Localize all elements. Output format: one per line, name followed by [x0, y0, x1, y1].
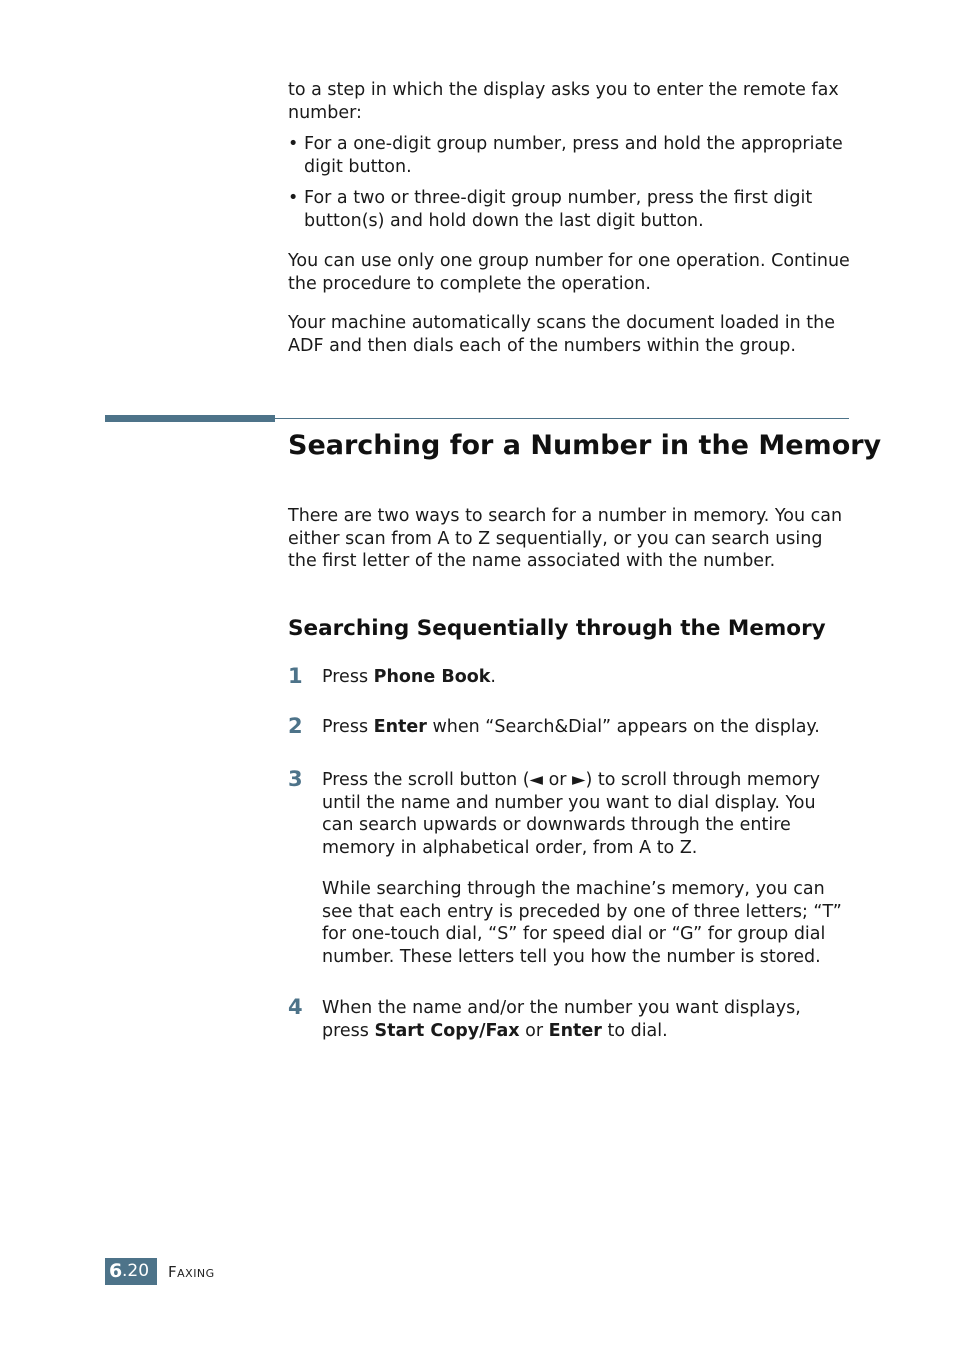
- section-title: Searching for a Number in the Memory: [288, 430, 882, 461]
- key-name: Start Copy/Fax: [374, 1020, 520, 1041]
- page-number-badge: [105, 1258, 157, 1285]
- step-text: When the name and/or the number you want displays, press Start Copy/Fax or Enter to dial.: [322, 998, 801, 1041]
- bullet-icon: •: [288, 134, 299, 154]
- intro-paragraph: to a step in which the display asks you to enter the remote fax number:: [288, 80, 839, 123]
- section-divider-accent: [105, 415, 275, 422]
- key-name: Enter: [548, 1020, 602, 1041]
- bullet-text: For a two or three-digit group number, press the first digit button(s) and hold down the last digit button.: [304, 188, 813, 231]
- bullet-text: For a one-digit group number, press and hold the appropriate digit button.: [304, 134, 843, 177]
- bullet-item: [288, 187, 853, 232]
- key-name: Phone Book: [373, 667, 491, 687]
- intro-paragraph: You can use only one group number for one operation. Continue the procedure to complete the operation.: [288, 251, 850, 294]
- step-number: 2: [288, 714, 303, 738]
- subsection-title: Searching Sequentially through the Memory: [288, 616, 826, 641]
- section-intro: There are two ways to search for a number in memory. You can either scan from A to Z sequentially, or you can search using the first letter of the name associated with the number.: [288, 506, 843, 571]
- step-text: Press Enter when “Search&Dial” appears on the display.: [322, 717, 820, 737]
- chapter-number: 6: [109, 1260, 123, 1282]
- step-text: Press Phone Book.: [322, 667, 496, 687]
- step-number: 3: [288, 767, 303, 791]
- step-note: While searching through the machine’s memory, you can see that each entry is preceded by one of three letters; “T” for one-touch dial, “S” for speed dial or “G” for group dial number. These letters tell you how the number is stored.: [322, 879, 842, 967]
- key-name: Enter: [373, 717, 427, 737]
- bullet-icon: •: [288, 188, 299, 208]
- intro-paragraph: Your machine automatically scans the document loaded in the ADF and then dials each of the numbers within the group.: [288, 313, 836, 356]
- step-text: Press the scroll button (◄ or ►) to scroll through memory until the name and number you want to dial display. You can search upwards or downwards through the entire memory in alphabetical order, from A to Z.: [322, 770, 821, 858]
- section-divider-line: [275, 418, 849, 419]
- chapter-label: Faxing: [168, 1263, 215, 1281]
- step-number: 4: [288, 995, 303, 1019]
- page-number: .20: [122, 1261, 150, 1281]
- step-number: 1: [288, 664, 303, 688]
- bullet-item: [288, 133, 853, 178]
